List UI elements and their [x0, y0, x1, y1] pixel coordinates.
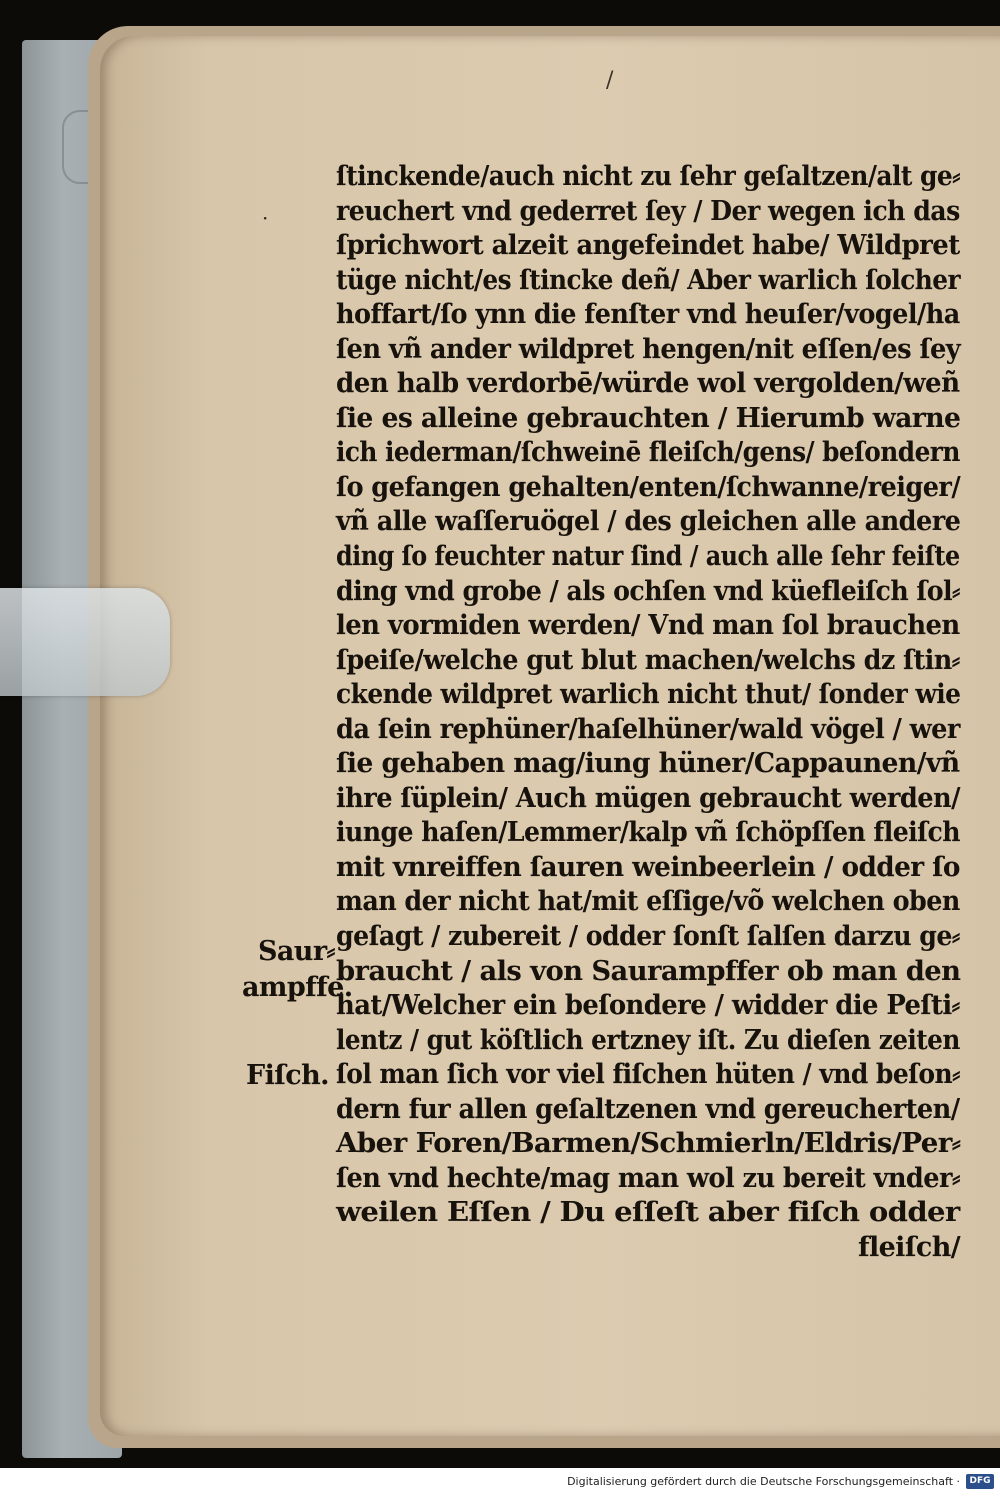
text-line: ding ſo feuchter natur ſind / auch alle ſehr feiſte — [336, 541, 960, 573]
text-line: Aber Foren/Barmen/Schmierln/Eldris/Per⸗ — [336, 1128, 961, 1160]
text-line: man der nicht hat/mit eſſige/võ welchen oben — [336, 886, 960, 918]
margin-note-ampffe: ampffe. — [242, 972, 353, 1003]
clip-tab — [0, 588, 170, 696]
text-line: braucht / als von Saurampffer ob man den — [336, 955, 961, 987]
text-line: dern fur allen geſaltzenen vnd gereucherten/ — [336, 1093, 960, 1125]
text-line: ich iederman/ſchweinē fleiſch/gens/ beſondern — [336, 437, 960, 469]
text-line: reuchert vnd gederret ſey / Der wegen ich das — [336, 195, 960, 227]
main-text-block — [336, 160, 960, 1266]
funding-credit: Digitalisierung gefördert durch die Deutsche Forschungsgemeinschaft · — [567, 1475, 960, 1488]
text-line: ſie gehaben mag/iung hüner/Cappaunen/vñ — [336, 748, 960, 780]
text-line: den halb verdorbē/würde wol vergolden/weñ — [336, 368, 960, 400]
stray-mark: / — [606, 68, 614, 93]
text-line: geſagt / zubereit / odder ſonſt ſalſen darzu ge⸗ — [336, 921, 960, 953]
text-line: ſtinckende/auch nicht zu ſehr geſaltzen/alt ge⸗ — [336, 161, 961, 192]
text-line: ihre ſüplein/ Auch mügen gebraucht werden/ — [336, 782, 960, 814]
text-line: hoffart/ſo ynn die fenſter vnd heuſer/vogel/ha — [336, 299, 960, 331]
margin-note-fisch: Fiſch. — [246, 1060, 329, 1091]
text-line: ſen vñ ander wildpret hengen/nit eſſen/es ſey — [336, 333, 961, 365]
text-line: len vormiden werden/ Vnd man ſol brauchen — [336, 610, 960, 642]
ink-speck: · — [262, 206, 269, 230]
text-line: vñ alle waſſeruögel / des gleichen alle andere — [336, 506, 961, 538]
text-line: ſol man ſich vor viel fiſchen hüten / vnd beſon⸗ — [336, 1059, 960, 1091]
text-line: ſen vnd hechte/mag man wol zu bereit vnder⸗ — [336, 1162, 960, 1194]
text-line: ſie es alleine gebrauchten / Hierumb warne — [336, 402, 961, 434]
footer-bar — [0, 1468, 1000, 1496]
text-line: lentz / gut köſtlich ertzney iſt. Zu dieſen zeiten — [336, 1024, 960, 1056]
text-line: ſpeiſe/welche gut blut machen/welchs dz ſtin⸗ — [336, 644, 960, 676]
text-line-last: fleiſch/ — [857, 1231, 960, 1263]
text-line: ckende wildpret warlich nicht thut/ ſonder wie — [336, 679, 961, 711]
text-line: da ſein rephüner/haſelhüner/wald vögel / wer — [336, 713, 960, 745]
text-line: tüge nicht/es ſtincke deñ/ Aber warlich ſolcher — [336, 264, 961, 296]
dfg-logo: DFG — [966, 1474, 994, 1489]
margin-note-saur: Saur⸗ — [258, 936, 335, 967]
text-line: ſprichwort alzeit angefeindet habe/ Wildpret — [336, 230, 960, 262]
text-line: ding vnd grobe / als ochſen vnd küefleiſch ſol⸗ — [336, 575, 960, 607]
text-line: iunge haſen/Lemmer/kalp vñ ſchöpſſen fleiſch — [336, 817, 960, 849]
text-line: weilen Eſſen / Du eſſeſt aber fiſch odder — [336, 1197, 960, 1229]
text-line: mit vnreiffen ſauren weinbeerlein / odder ſo — [336, 851, 960, 883]
text-line: hat/Welcher ein beſondere / widder die Peſti⸗ — [336, 990, 960, 1022]
text-line: ſo gefangen gehalten/enten/ſchwanne/reiger/ — [336, 471, 961, 503]
